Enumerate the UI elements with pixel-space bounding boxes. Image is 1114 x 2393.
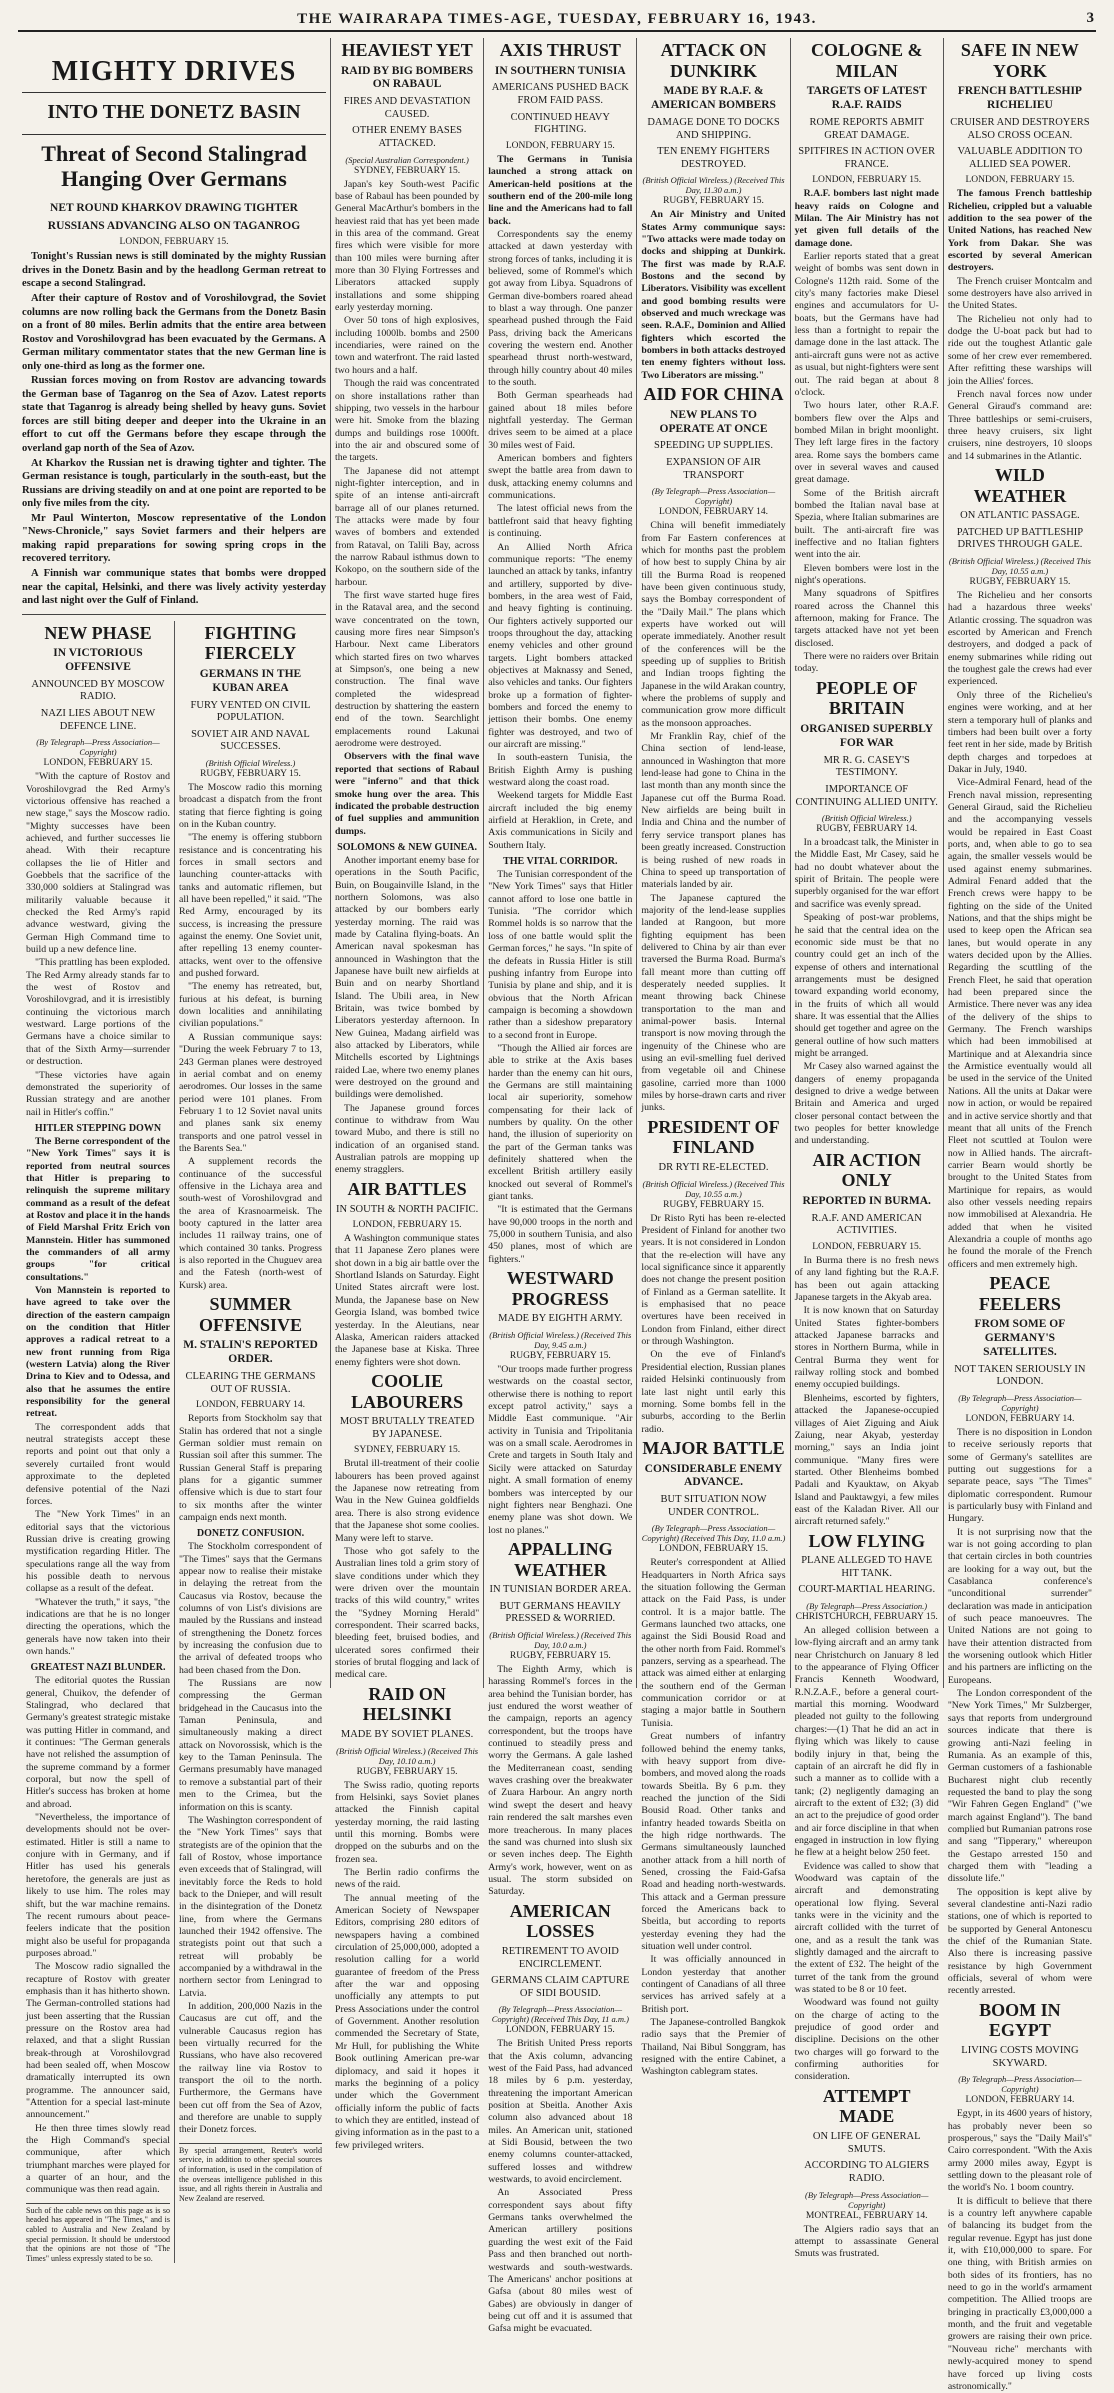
paragraph: The Japanese did not attempt night-fighter interception, and in spite of an intense anti-aircraft barrage all of our planes returned. The attacks were made by four waves of bombers and extended from Rataval, on Talili Bay, across the narrow Rabaul isthmus down to Kokopo, on the southern side of the harbour.: [335, 465, 480, 588]
paragraph: The latest official news from the battlefront said that heavy fighting is continuing.: [488, 503, 633, 540]
new-phase-deck3: NAZI LIES ABOUT NEW DEFENCE LINE.: [40, 708, 156, 732]
paragraph: Von Mannstein is reported to have agreed to take over the direction of the eastern campaign on the condition that Hitler approves a radical retreat to a new front running from Riga (western Latvia) along the River Drina to Kiev and to Odessa, and also that he assumes the entire responsibility for the general retreat.: [26, 1285, 170, 1420]
paragraph: Those who got safely to the Australian lines told a grim story of slave conditions under which they were driven over the mountain tracks of this wild country," writes the "Sydney Morning Herald" correspondent. Their scarred backs, bleeding feet, bruised bodies, and ulcerated sores confirmed their stories of brutal flogging and lack of medical care.: [335, 1545, 480, 1681]
column-cologne-milan: [790, 38, 943, 2260]
paragraph: It is difficult to believe that there is a country left anywhere capable of balancing its budget from the regular revenue. Egypt has just done it, with £10,000,000 to spare. For one thing, with British armies on both sides of its frontiers, has no need to go in the world's armament competition. The Allied troops are bringing in practically £3,000,000 a month, and the fruit and vegetable growers are raising their own price. "Nouveau riche" merchants with newly-acquired money to spend have forced up living costs astronomically.": [947, 2195, 1093, 2392]
peace-deck1: FROM SOME OF GERMANY'S SATELLITES.: [974, 1318, 1066, 1358]
paragraph: "The enemy has retreated, but, furious at his defeat, is burning down localities and annihilating civilian populations.": [178, 981, 322, 1030]
paragraph: The Germans in Tunisia launched a strong attack on American-held positions at the southern end of the 200-mile long line and the Americans had to fall back.: [488, 153, 633, 227]
column-axis-thrust: [483, 38, 636, 2335]
paragraph: Mr Paul Winterton, Moscow representative of the London "News-Chronicle," says Soviet farmers and their helpers are making rapid preparations for sowing spring crops in the recovered territory.: [22, 512, 326, 565]
westward-dateline: RUGBY, FEBRUARY 15.: [509, 1351, 611, 1362]
safe-deck2: CRUISER AND DESTROYERS ALSO CROSS OCEAN.: [950, 116, 1090, 141]
peace-dateline: LONDON, FEBRUARY 14.: [965, 1413, 1075, 1424]
fighting-headline: FIGHTING FIERCELY: [204, 622, 297, 664]
china-deck1: NEW PLANS TO OPERATE AT ONCE: [659, 408, 768, 435]
paragraph: The Japanese-controlled Bangkok radio says that the Premier of Thailand, Nai Bibul Songgram, has resigned with the entire Cabinet, a Washington cablegram states.: [641, 2017, 786, 2078]
paragraph: Speaking of post-war problems, he said that the central idea on the economic side must be that no country could get an inch of the expense of others and international arrangements must be designed toward expanding world economy, in the fruits of which all would share. It was essential that the Allies should get together and agree on the general outline of how such matters might be arranged.: [794, 912, 939, 1059]
dunkirk-deck2: DAMAGE DONE TO DOCKS AND SHIPPING.: [647, 116, 780, 141]
heaviest-source: (Special Australian Correspondent.): [345, 154, 469, 165]
air-action-body: [795, 1255, 939, 1529]
losses-deck1: RETIREMENT TO AVOID ENCIRCLEMENT.: [501, 1945, 619, 1970]
column-new-phase: [22, 621, 174, 2264]
losses-deck2: GERMANS CLAIM CAPTURE OF SIDI BOUSID.: [491, 1975, 630, 1999]
paragraph: The Richelieu and her consorts had a hazardous three weeks' Atlantic crossing. The squadron was escorted by American and French destroyers, and dodged a pack of enemy submarines while riding out the toughest gale the crews had ever experienced.: [947, 590, 1093, 688]
paragraph: Evidence was called to show that Woodward was captain of the aircraft and demonstrating operational low flying. Several tanks were in the vicinity and the aircraft collided with the turret of one, and as a result the tank was slightly damaged and the aircraft to the extent of £32. The height of the turret of the tank from the ground was stated to be 8 or 10 feet.: [794, 1860, 939, 1996]
low-flying-source: (By Telegraph—Press Association.): [806, 1601, 928, 1612]
solomons-sub: SOLOMONS & NEW GUINEA.: [337, 841, 478, 853]
westward-deck: MADE BY EIGHTH ARMY.: [498, 1313, 623, 1325]
new-phase-source: (By Telegraph—Press Association—Copyright): [36, 737, 160, 758]
boom-body: [948, 2108, 1092, 2393]
axis-deck3: CONTINUED HEAVY FIGHTING.: [510, 111, 610, 136]
vital-corridor-sub: THE VITAL CORRIDOR.: [503, 856, 618, 868]
paragraph: Observers with the final wave reported that sections of Rabaul were "inferno" and that thick smoke hung over the area. This indicated the probable destruction of fuel supplies and ammunition dumps.: [335, 751, 480, 837]
wild-source: (British Official Wireless.) (Received This Day, 10.55 a.m.): [948, 556, 1091, 577]
paragraph: An alleged collision between a low-flying aircraft and an army tank near Christchurch on January 8 led to the appearance of Flying Officer Francis Kenneth Woodward, R.N.Z.A.F., before a general court-martial this morning. Woodward pleaded not guilty to the following charges:—(1) That he did an act in flying which was likely to cause bodily injury in that, being the captain of an aircraft he did fly in such a manner as to collide with a tank; (2) negligently damaging an aircraft to the extent of £32; (3) did an act to the prejudice of good order and air force discipline in that when engaged in instruction in low flying he flew at a height below 250 feet.: [794, 1625, 939, 1859]
cologne-deck2: ROME REPORTS ABMIT GREAT DAMAGE.: [809, 116, 924, 141]
fighting-deck3: SOVIET AIR AND NAVAL SUCCESSES.: [191, 728, 310, 753]
paragraph: Vice-Admiral Fenard, head of the French naval mission, representing General Giraud, said the Richelieu and the accompanying vessels would be repaired in East Coast ports, and, when able to go to sea again, the smaller vessels would be used against enemy submarines. Admiral Fenard added that the French crews were happy to be fighting on the side of the United Nations, and that the ships might be used to keep open the African sea lanes, but would operate in any waters decided upon by the Allies. Regarding the scuttling of the French Fleet, he said that operation had been prepared since the Armistice. There never was any idea of the delivery of the ships to Germany. The French warships which had been immobilised at Martinique and at Alexandria since the Armistice eventually would all be used in the service of the United Nations. All the units at Dakar were now in action, or would be repaired and in active service shortly and that meant that all units of the French Fleet not scuttled at Toulon were now in Allied hands. The aircraft-carrier Bearn would shortly be brought to the United States from Martinique for repairs, as would also other vessels needing repairs now immobilised at Alexandria. He added that when he visited Alexandria a couple of months ago he found the morale of the French officers and men extremely high.: [947, 777, 1093, 1270]
paragraph: Another important enemy base for operations in the South Pacific, Buin, on Bougainville Island, in the northern Solomons, was also attacked by our bombers early yesterday morning. The raid was made by Catalina flying-boats. An American naval spokesman has announced in Washington that the Japanese have built new airfields at Buin and on nearby Shortland Island. The Ubili area, in New Britain, was twice bombed by Liberators yesterday afternoon. In New Guinea, Madang airfield was also attacked by Liberators, while Mitchells escorted by Lightnings raided Lae, where two enemy planes were destroyed on the ground and buildings were demolished.: [335, 854, 480, 1101]
finland-deck: DR RYTI RE-ELECTED.: [658, 1162, 769, 1174]
paragraph: "Our troops made further progress westwards on the coastal sector, otherwise there is nothing to report except patrol activity," says a Middle East communique. "Air activity in Tunisia and Tripolitania was on a small scale. Aerodromes in Crete and targets in South Italy and Sicily were attacked on Saturday night. A small formation of enemy bombers was intercepted by our night fighters near Benghazi. One enemy plane was shot down. We lost no planes.": [488, 1364, 633, 1536]
low-flying-dateline: CHRISTCHURCH, FEBRUARY 15.: [795, 1612, 938, 1623]
paragraph: The editorial quotes the Russian general, Chuikov, the defender of Stalingrad, who declared that Germany's greatest strategic mistake was putting Hitler in command, and it continues: "The German generals have not relished the assumption of the supreme command by a former corporal, but now the spell of Hitler's success has broken at home and abroad.: [26, 1675, 170, 1810]
lead-area: [18, 38, 330, 2263]
paragraph: "The enemy is offering stubborn resistance and is concentrating his forces in small sectors and launching counter-attacks with tanks and automatic riflemen, but all have been repelled," it said. "The Red Army, encouraged by its success, is increasing the pressure against the enemy. One Soviet unit, after repelling 13 enemy counter-attacks, went over to the offensive and pushed forward.: [178, 832, 322, 980]
paragraph: "With the capture of Rostov and Voroshilovgrad the Red Army's victorious offensive has reached a new stage," says the Moscow radio. "Mighty successes have been achieved, and further successes lie ahead. With their recapture collapses the lie of Hitler and Goebbels that the sacrifice of the 330,000 soldiers at Stalingrad was militarily valuable because it checked the Red Army's rapid advance westward, giving the German High Command time to build up a new defence line.: [26, 771, 170, 956]
paragraph: In south-eastern Tunisia, the British Eighth Army is pushing westward along the coast road.: [488, 752, 633, 789]
paragraph: It is not surprising now that the war is not going according to plan that certain circles in both countries are looking for a way out, but the Casablanca conference's "unconditional surrender" declaration was made in anticipation of such peace manoeuvres. The United Nations are not going to have their attention distracted from the worsening outlook which Hitler and his partners are inflicting on the Europeans.: [947, 1526, 1093, 1686]
wild-deck1: ON ATLANTIC PASSAGE.: [960, 510, 1080, 522]
china-dateline: LONDON, FEBRUARY 14.: [659, 507, 768, 518]
reuter-note: By special arrangement, Reuter's world service, in addition to other special sources of information, is used in the compilation of the overseas intelligence published in this issue, and all rights therein in Australia and New Zealand are reserved.: [179, 2143, 322, 2204]
weather-headline: APPALLING WEATHER: [507, 1538, 613, 1580]
major-battle-dateline: LONDON, FEBRUARY 15.: [659, 1544, 768, 1555]
paragraph: The famous French battleship Richelieu, crippled but a valuable addition to the sea power of the United Nations, has reached New York from Dakar. She was escorted by several American destroyers.: [947, 188, 1093, 274]
paragraph: The opposition is kept alive by several clandestine anti-Nazi radio stations, one of which is reported to be supported by General Antonescu the chief of the Rumanian State. Also there is increasing passive resistance by high Government officials, several of whom were recently arrested.: [947, 1886, 1093, 1997]
people-britain-headline: PEOPLE OF BRITAIN: [815, 677, 918, 719]
coolie-dateline: SYDNEY, FEBRUARY 15.: [354, 1445, 461, 1456]
heaviest-headline: HEAVIEST YET: [341, 40, 473, 60]
paragraph: The Japanese ground forces continue to withdraw from Wau toward Mubo, and there is still no indication of an organised stand. Australian patrols are mopping up enemy stragglers.: [335, 1102, 480, 1176]
dunkirk-headline: ATTACK ON DUNKIRK: [660, 40, 767, 81]
new-phase-deck2: ANNOUNCED BY MOSCOW RADIO.: [31, 678, 165, 703]
fighting-body: [179, 782, 322, 1292]
lead-headline: MIGHTY DRIVES: [22, 56, 326, 93]
paragraph: Tonight's Russian news is still dominated by the mighty Russian drives in the Donetz Basin and by the headlong German retreat to escape a second Stalingrad.: [22, 251, 326, 290]
low-flying-deck1: PLANE ALLEGED TO HAVE HIT TANK.: [801, 1555, 933, 1579]
heaviest-dateline: SYDNEY, FEBRUARY 15.: [354, 165, 461, 176]
coolie-body: [335, 1458, 479, 1681]
divider: [22, 614, 326, 615]
paragraph: Only three of the Richelieu's engines were working, and at her stern a temporary hull of planks and timbers had been built over a forty feet rent in her side, made by British depth charges and torpedoes at Dakar in July, 1940.: [947, 689, 1093, 775]
paragraph: An Air Ministry and United States Army communique says: "Two attacks were made today on docks and shipping at Dunkirk. The first was made by R.A.F. Bostons and the second by Liberators. Visibility was excellent and good bombing results were observed and much wreckage was seen. R.A.F., Dominion and Allied fighters which escorted the bombers in both attacks destroyed ten enemy fighters without loss. Two Liberators are missing.": [641, 209, 786, 381]
paragraph: "Though the Allied air forces are able to strike at the Axis bases harder than the enemy can hit ours, the Germans are still maintaining local air superiority, somehow compensating for their lack of numbers by quality. On the other hand, the illusion of superiority on the part of the German tanks was definitely shattered when the excellent British artillery easily knocked out several of Rommel's giant tanks.: [488, 1042, 633, 1203]
paragraph: The Algiers radio says that an attempt to assassinate General Smuts was frustrated.: [794, 2223, 939, 2260]
lead-subcolumns: [22, 621, 326, 2264]
masthead: [18, 10, 1096, 32]
paragraph: The Berlin radio confirms the news of the raid.: [335, 1867, 480, 1891]
attempt-body: [795, 2224, 939, 2261]
axis-deck2: AMERICANS PUSHED BACK FROM FAID PASS.: [491, 82, 629, 107]
paragraph: The first wave started huge fires in the Rataval area, and the second wave concentrated on the town, causing more fires near Simpson's Harbour. Next came Liberators which started fires on two wharves at Simpson's, one being a new construction. The final wave completed the widespread destruction by shattering the eastern end of the town. Searchlight emplacements round Lakunai aerodrome were destroyed.: [335, 590, 480, 750]
finland-dateline: RUGBY, FEBRUARY 15.: [663, 1199, 764, 1210]
peace-feelers-headline: PEACE FEELERS: [978, 1272, 1061, 1314]
paragraph: Weekend targets for Middle East aircraft included the big enemy airfield at Heraklion, in Crete, and Axis communications in Sicily and Southern Italy.: [488, 790, 633, 851]
new-phase-sub1: HITLER STEPPING DOWN: [34, 1122, 162, 1134]
weather-deck2: BUT GERMANS HEAVILY PRESSED & WORRIED.: [499, 1600, 622, 1625]
westward-body: [488, 1364, 632, 1537]
paragraph: The French cruiser Montcalm and some destroyers have also arrived in the United States.: [947, 275, 1093, 312]
paragraph: The Stockholm correspondent of "The Times" says that the Germans appear now to realise their mistake in delaying the retreat from the Caucasus via Rostov, because the columns of von List's divisions are mauled by the Russians and instead of strengthening the Donetz forces by increasing the confusion due to the arrival of defeated troops who had been chased from the Don.: [178, 1541, 322, 1676]
paragraph: Many squadrons of Spitfires roared across the Channel this afternoon, making for France. The targets attacked have not yet been disclosed.: [794, 588, 939, 649]
boom-source: (By Telegraph—Press Association—Copyright): [958, 2074, 1082, 2095]
safe-dateline: LONDON, FEBRUARY 15.: [965, 175, 1075, 186]
page-number: 3: [1086, 10, 1094, 26]
low-flying-headline: LOW FLYING: [808, 1530, 925, 1551]
paragraph: Though the raid was concentrated on shore installations rather than shipping, two vessels in the harbour were hit. Smoke from the blazing dumps and buildings rose 1000ft. into the air and obscured some of the targets.: [335, 378, 480, 464]
people-deck1: ORGANISED SUPERBLY FOR WAR: [800, 723, 934, 749]
air-battles-dateline: LONDON, FEBRUARY 15.: [352, 1220, 462, 1231]
wild-deck2: PATCHED UP BATTLESHIP DRIVES THROUGH GALE.: [956, 526, 1084, 551]
air-battles-body: [335, 1233, 479, 1369]
paragraph: "Nevertheless, the importance of developments should not be over-estimated. Hitler is still a name to conjure with in Germany, and if Hitler has used his generals heretofore, the generals are just as likely to use him. The roles may shift, but the war machine remains. The recent rumours about peace-feelers indicate that the position might also be useful for propaganda purposes abroad.": [26, 1812, 170, 1959]
paragraph: Correspondents say the enemy attacked at dawn yesterday with strong forces of tanks, including it is believed, some of Rommel's which got away from Libya. Squadrons of German dive-bombers roared ahead to blast a way through. One panzer spearhead pushed through the Faid Pass, driving back the Americans covering the western end. Another spearhead thrust north-westward, through hilly country about 40 miles to the south.: [488, 228, 633, 389]
paragraph: "It is estimated that the Germans have 90,000 troops in the north and 75,000 in southern Tunisia, and also 450 planes, most of which are fighters.": [488, 1204, 633, 1265]
lead-body: [22, 250, 326, 607]
paragraph: Reports from Stockholm say that Stalin has ordered that not a single German soldier must remain on Russian soil after this summer. The Russian General Staff is preparing plans for a gigantic summer offensive which is due to start four to six months after the winter campaign ends next month.: [178, 1413, 322, 1523]
people-deck2: MR R. G. CASEY'S TESTIMONY.: [823, 754, 910, 779]
heaviest-body: [335, 179, 479, 1177]
paragraph: French naval forces now under General Giraud's command are: Three battleships or semi-cruisers, three heavy cruisers, six light cruisers, nine destroyers, 10 sloops and 14 submarines in the Atlantic.: [947, 388, 1093, 462]
paragraph: Russian forces moving on from Rostov are advancing towards the German base of Taganrog on the Sea of Azov. Latest reports state that Taganrog is already being shelled by heavy guns. Soviet forces are still biting deeper and deeper into the Ukraine in an effort to cut off the Germans before they escape through the overland gap north of the Sea of Azov.: [22, 375, 326, 455]
losses-headline: AMERICAN LOSSES: [509, 1900, 611, 1942]
new-phase-dateline: LONDON, FEBRUARY 15.: [43, 758, 153, 769]
fighting-deck2: FURY VENTED ON CIVIL POPULATION.: [190, 699, 311, 724]
safe-headline: SAFE IN NEW YORK: [960, 40, 1079, 81]
paragraph: Earlier reports stated that a great weight of bombs was sent down in Cologne's 112th raid. Some of the city's many factories make Diesel engines and accumulators for U-boats, but the Germans have had less than a fortnight to repair the damage done in the last attack. The anti-aircraft guns were not as active as usual, but night-fighters were sent out. The raid began at about 8 o'clock.: [794, 251, 939, 398]
peace-body: [948, 1427, 1092, 1998]
paragraph: The British United Press reports that the Axis column, advancing west of the Faid Pass, had advanced 18 miles by 6 p.m. yesterday, threatening the important American position at Sbeitla. Another Axis column also advanced about 18 miles. An American unit, stationed at Sidi Bousid, between the two enemy columns counter-attacked, suffered losses and withdrew westwards, to avoid encirclement.: [488, 2038, 633, 2186]
paragraph: Mr Franklin Ray, chief of the China section of lend-lease, announced in Washington that more lend-lease had gone to China in the last month than any month since the Japanese cut off the Burma Road. New airfields are being built in India and China and the number of ferry service transport planes has been greatly increased. Construction is being rushed of new roads in China to speed up transportation of materials landed by air.: [641, 731, 786, 891]
attempt-made-headline: ATTEMPT MADE: [822, 2085, 911, 2127]
paragraph: It is now known that on Saturday United States fighter-bombers attacked Japanese barracks and stores in Northern Burma, while in Central Burma they went for railway rolling stock and bombed enemy occupied buildings.: [794, 1305, 939, 1391]
attempt-source: (By Telegraph—Press Association—Copyright): [805, 2189, 929, 2210]
wild-weather-headline: WILD WEATHER: [973, 464, 1067, 506]
summer-body: [179, 1413, 322, 2137]
summer-deck2: CLEARING THE GERMANS OUT OF RUSSIA.: [185, 1371, 316, 1395]
column-fighting-fiercely: [174, 621, 326, 2264]
columns: [18, 38, 1096, 2392]
paragraph: The London correspondent of the "New York Times," Mr Sulzberger, says that reports from underground sources indicate that there is growing anti-Nazi feeling in Rumania. As an example of this, German customers of a fashionable Bucharest night club recently requested the band to play the song "Wir Fahren Gegen England" ("we march against England"). The band complied but Rumanian patrons rose and sang "Tipperary," whereupon the Gestapo arrested 150 and charged them with "leading a dissolute life.": [947, 1688, 1093, 1885]
air-action-dateline: LONDON, FEBRUARY 15.: [812, 1242, 922, 1253]
coolie-headline: COOLIE LABOURERS: [351, 1370, 464, 1412]
paragraph: He then three times slowly read the High Command's special communique, after which triumphant marches were played for a quarter of an hour, and the communique was then read again.: [26, 2122, 170, 2196]
attempt-deck1: ON LIFE OF GENERAL SMUTS.: [812, 2131, 921, 2155]
summer-dateline: LONDON, FEBRUARY 14.: [196, 1400, 305, 1411]
paragraph: A supplement records the continuance of the successful offensive in the Lichaya area and south-west of Voroshilovgrad and the area of Krasnoarmeisk. The booty captured in the latter area includes 11 railway trains, one of which contained 30 tanks. Progress is also reported in the Chuguev area and the Fatesh (north-west of Kursk) area.: [178, 1156, 322, 1291]
new-phase-body: [26, 771, 170, 2197]
cologne-deck1: TARGETS OF LATEST R.A.F. RAIDS: [806, 85, 927, 112]
dunkirk-source: (British Official Wireless.) (Received This Day, 11.30 a.m.): [642, 175, 785, 196]
heaviest-deck2: FIRES AND DEVASTATION CAUSED.: [343, 96, 471, 120]
wild-body: [948, 590, 1092, 1271]
safe-deck1: FRENCH BATTLESHIP RICHELIEU: [957, 85, 1082, 112]
fighting-dateline: RUGBY, FEBRUARY 15.: [200, 768, 301, 779]
people-deck3: IMPORTANCE OF CONTINUING ALLIED UNITY.: [795, 783, 938, 808]
boom-egypt-headline: BOOM IN EGYPT: [979, 1999, 1061, 2041]
paragraph: At Kharkov the Russian net is drawing tighter and tighter. The German resistance is tough, particularly in the south-east, but the Russians are driving steadily on and at one point are reported to be only five miles from the city.: [22, 457, 326, 510]
people-dateline: RUGBY, FEBRUARY 14.: [816, 824, 918, 835]
helsinki-dateline: RUGBY, FEBRUARY 15.: [356, 1766, 458, 1777]
helsinki-headline: RAID ON HELSINKI: [362, 1683, 452, 1725]
air-battles-deck: IN SOUTH & NORTH PACIFIC.: [335, 1203, 479, 1215]
paragraph: Two hours later, other R.A.F. bombers flew over the Alps and bombed Milan in bright moonlight. They left large fires in the factory area. Rome says the bombers came over in several waves and caused great damage.: [794, 400, 939, 486]
paragraph: The Washington correspondent of the "New York Times" says that strategists are of the opinion that the fall of Rostov, whose importance even exceeds that of Stalingrad, will inevitably force the Reds to hold back to the Dnieper, and will result in the disintegration of the Donetz line, from where the Germans launched their 1942 offensive. The strategists point out that such a retreat will probably be accompanied by a withdrawal in the northern sector from Leningrad to Latvia.: [178, 1814, 322, 1999]
china-source: (By Telegraph—Press Association—Copyright): [651, 486, 776, 507]
paragraph: "This prattling has been exploded. The Red Army already stands far to the west of Rostov and Voroshilovgrad, and it is irresistibly continuing the victorious march westward. Large portions of the Germans have a choice similar to that of the Sixth Army—surrender or destruction.: [26, 957, 170, 1068]
weather-source: (British Official Wireless.) (Received This Day, 10.0 a.m.): [489, 1630, 632, 1651]
axis-dateline: LONDON, FEBRUARY 15.: [505, 140, 615, 151]
china-deck3: EXPANSION OF AIR TRANSPORT: [666, 457, 761, 481]
lead-deck4: RUSSIANS ADVANCING ALSO ON TAGANROG: [47, 219, 301, 232]
boom-dateline: LONDON, FEBRUARY 14.: [965, 2095, 1075, 2106]
losses-source: (By Telegraph—Press Association—Copyright) (Received This Day, 11 a.m.): [491, 2004, 629, 2025]
paragraph: There were no raiders over Britain today.: [794, 651, 939, 675]
paragraph: An Allied North Africa communique reports: "The enemy launched an attack by tanks, infantry and artillery, supported by dive-bombers, in the area west of Faid, and heavy fighting is continuing. Our fighters actively supported our troops throughout the day, attacking enemy vehicles and other ground targets. Light bombers attacked objectives at Maknassy and Sened, also vehicles and tanks. Our fighters broke up a formation of fighter-bombers and forced the enemy to jettison their bombs. One enemy fighter was destroyed, and two of our aircraft are missing.": [488, 541, 633, 751]
axis-body: [488, 154, 632, 1266]
people-body: [795, 837, 939, 1148]
safe-body: [948, 188, 1092, 463]
heaviest-deck3: OTHER ENEMY BASES ATTACKED.: [352, 125, 463, 150]
fighting-source: (British Official Wireless.): [205, 757, 296, 768]
new-phase-headline: NEW PHASE: [44, 622, 152, 643]
fighting-deck1: GERMANS IN THE KUBAN AREA: [199, 667, 302, 694]
paragraph: There is no disposition in London to receive seriously reports that some of Germany's satellites are putting out suggestions for a separate peace, says "The Times" diplomatic correspondent. Rumour is particularly busy with Finland and Hungary.: [947, 1426, 1093, 1525]
dunkirk-deck1: MADE BY R.A.F. & AMERICAN BOMBERS: [651, 85, 776, 112]
westward-headline: WESTWARD PROGRESS: [506, 1268, 614, 1309]
air-action-deck2: R.A.F. AND AMERICAN ACTIVITIES.: [811, 1212, 922, 1237]
column-safe-new-york: [943, 38, 1096, 2392]
paragraph: It was officially announced in London yesterday that another contingent of Canadians of all three services has arrived safely at a British port.: [641, 1954, 786, 2015]
peace-deck2: NOT TAKEN SERIOUSLY IN LONDON.: [954, 1363, 1086, 1388]
new-phase-sub2: GREATEST NAZI BLUNDER.: [30, 1662, 166, 1674]
dunkirk-deck3: TEN ENEMY FIGHTERS DESTROYED.: [657, 146, 770, 170]
paragraph: The Moscow radio this morning broadcast a dispatch from the front stating that fierce fighting is going on in the Kuban country.: [178, 781, 322, 830]
paragraph: A Finnish war communique states that bombs were dropped near the capital, Helsinki, and there was lively activity yesterday and last night over the Gulf of Finland.: [22, 567, 326, 607]
boom-deck: LIVING COSTS MOVING SKYWARD.: [961, 2045, 1079, 2069]
paragraph: Eleven bombers were lost in the night's operations.: [794, 562, 939, 586]
losses-dateline: LONDON, FEBRUARY 15.: [505, 2025, 615, 2036]
paragraph: The Berne correspondent of the "New York Times" says it is reported from neutral sources that Hitler is preparing to relinquish the supreme military command as a result of the defeat at Rostov and place it in the hands of Field Marshal Fritz Erich von Mannstein. Hitler has summoned the commanders of all army groups "for critical consultations.": [26, 1135, 170, 1283]
lead-article: [22, 56, 326, 608]
paragraph: The correspondent adds that neutral strategists accept these reports and point out that only a severely curtailed front would approximate to the depleted defensive potential of the Nazi forces.: [26, 1421, 170, 1507]
major-battle-body: [641, 1557, 785, 2078]
paragraph: In addition, 200,000 Nazis in the Caucasus are cut off, and the vulnerable Caucasus region has been virtually recurred for the Russians, who have also recovered the railway line via Rostov to transport the oil to the north. Furthermore, the Germans have been cut off from the Sea of Azov, and therefore are unable to supply their Donetz forces.: [178, 2001, 322, 2136]
paragraph: Dr Risto Ryti has been re-elected President of Finland for another two years. It is not considered in London that the re-election will have any local significance since it apparently does not change the present position of Finland as a German satellite. It is emphasised that no peace overtures have been received in London from Finland, either direct or through Washington.: [641, 1212, 786, 1348]
paragraph: Egypt, in its 4600 years of history, has probably never been so prosperous," says the "Daily Mail's" Cairo correspondent. "With the Axis army 2000 miles away, Egypt is settling down to the pleasant role of the world's No. 1 boom country.: [947, 2108, 1093, 2194]
paragraph: The Japanese captured the majority of the lend-lease supplies landed at Rangoon, but more fighting equipment has been delivered to China by air than ever traversed the Burma Road. Burma's fall meant more than cutting off desperately needed supplies. It meant throwing back Chinese transportation to the man and animal-power basis. Internal transport is now moving through the ingenuity of the Chinese who are using an evil-smelling fuel derived from vegetable oil and Chinese gasoline, carried more than 1000 miles by horse-drawn carts and river junks.: [641, 892, 786, 1114]
paragraph: The Eighth Army, which is harassing Rommel's forces in the area behind the Tunisian border, has just endured the worst weather of the campaign, reports an agency correspondent, but the troops have continued to steadily press and worry the Germans. A gale lashed the Mediterranean coast, sending waves crashing over the breakwater of Zuara Harbour. An angry north wind swept the desert and heavy rain rendered the salt marshes even more treacherous. In many places the sand was churned into slush six or seven inches deep. The Eighth Army's work, however, went on as usual. The storm subsided on Saturday.: [488, 1664, 633, 1898]
paragraph: Some of the British aircraft bombed the Italian naval base at Spezia, where Italian submarines are built. The anti-aircraft fire was ineffective and no Italian fighters went into the air.: [794, 487, 939, 561]
cologne-body: [795, 188, 939, 675]
losses-body: [488, 2038, 632, 2335]
heaviest-deck1: RAID BY BIG BOMBERS ON RABAUL: [341, 64, 474, 91]
low-flying-body: [795, 1625, 939, 2084]
axis-deck1: IN SOUTHERN TUNISIA: [494, 64, 626, 77]
paragraph: A Washington communique states that 11 Japanese Zero planes were shot down in a big air battle over the Shortland Islands on Saturday. Eight United States aircraft were lost. Munda, the Japanese base on New Georgia Island, was bombed twice yesterday. In the Aleutians, near Alaska, American raiders attacked the Japanese base at Kiska. Three enemy fighters were shot down.: [335, 1233, 480, 1368]
peace-source: (By Telegraph—Press Association—Copyright): [958, 1392, 1082, 1413]
lead-deck2: Threat of Second Stalingrad Hanging Over Germans: [22, 134, 326, 192]
summer-offensive-headline: SUMMER OFFENSIVE: [198, 1294, 302, 1335]
helsinki-source: (British Official Wireless.) (Received This Day, 10.10 a.m.): [336, 1745, 479, 1766]
paragraph: Mr Casey also warned against the dangers of enemy propaganda designed to drive a wedge between Britain and America and urged closer personal contact between the two peoples for better knowledge and understanding.: [794, 1061, 939, 1147]
westward-source: (British Official Wireless.) (Received This Day, 9.45 a.m.): [489, 1330, 632, 1351]
paragraph: Over 50 tons of high explosives, including 1000lb. bombs and 2500 incendiaries, were rained on the town and waterfront. The raid lasted two hours and a half.: [335, 315, 480, 376]
lead-dateline: LONDON, FEBRUARY 15.: [119, 237, 229, 248]
weather-dateline: RUGBY, FEBRUARY 15.: [509, 1651, 611, 1662]
column-heaviest-yet: [330, 38, 483, 2151]
paragraph: Woodward was found not guilty on the charge of acting to the prejudice of good order and discipline. Decisions on the other two charges will go forward to the confirming authorities for consideration.: [794, 1997, 939, 2083]
low-flying-deck2: COURT-MARTIAL HEARING.: [798, 1584, 936, 1596]
paragraph: R.A.F. bombers last night made heavy raids on Cologne and Milan. The Air Ministry has not yet given full details of the damage done.: [794, 188, 939, 249]
lead-deck1: INTO THE DONETZ BASIN: [47, 101, 301, 124]
lead-deck3: NET ROUND KHARKOV DRAWING TIGHTER: [50, 201, 298, 214]
axis-headline: AXIS THRUST: [499, 40, 621, 60]
attempt-deck2: ACCORDING TO ALGIERS RADIO.: [804, 2160, 930, 2184]
paragraph: A Russian communique says: "During the week February 7 to 13, 243 German planes were destroyed in aerial combat and on enemy aerodromes. Our losses in the same period were 101 planes. From February 1 to 12 Soviet naval units and planes sank six enemy transports and one patrol vessel in the Barents Sea.": [178, 1031, 322, 1154]
times-copyright-note: Such of the cable news on this page as is so headed has appeared in "The Times," and is cabled to Australia and New Zealand by special permission. It should be understood that the opinions are not those of "The Times" unless expressly stated to be so.: [26, 2203, 170, 2264]
finland-headline: PRESIDENT OF FINLAND: [647, 1116, 780, 1158]
china-deck2: SPEEDING UP SUPPLIES.: [654, 440, 773, 452]
major-battle-headline: MAJOR BATTLE: [642, 1437, 785, 1458]
helsinki-body: [335, 1780, 479, 2152]
paragraph: The Swiss radio, quoting reports from Helsinki, says Soviet planes attacked the Finnish capital yesterday morning, the raid lasting until this morning. Bombs were dropped on the suburbs and on the frozen sea.: [335, 1779, 480, 1865]
summer-deck1: M. STALIN'S REPORTED ORDER.: [183, 1339, 318, 1366]
finland-body: [641, 1213, 785, 1436]
paragraph: Both German spearheads had gained about 18 miles before nightfall yesterday. The German drives seem to be aimed at a place 30 miles west of Faid.: [488, 390, 633, 451]
paragraph: The Russians are now compressing the German bridgehead in the Caucasus into the Taman Peninsula, and simultaneously making a direct attack on Novorossisk, which is the key to the Taman Peninsula. The Germans presumably have managed to remove a substantial part of their men to the Crimea, but the information on this is scanty.: [178, 1678, 322, 1813]
paragraph: "These victories have again demonstrated the superiority of Russian strategy and are another nail in Hitler's coffin.": [26, 1069, 170, 1118]
weather-deck1: IN TUNISIAN BORDER AREA.: [489, 1584, 632, 1596]
weather-body: [488, 1664, 632, 1899]
paragraph: Reuter's correspondent at Allied Headquarters in North Africa says the situation following the German attack on the Faid Pass, is under control. It is a major battle. The Germans launched two attacks, one against the Sidi Bousid Road and the other north from Faid. Rommel's panzers, serving as a spearhead. The attack was aimed either at enlarging the southern end of the German communication corridor or at staging a major battle in Southern Tunisia.: [641, 1557, 786, 1729]
paragraph: In Burma there is no fresh news of any land fighting but the R.A.F. has been out again attacking Japanese targets in the Akyab area.: [794, 1255, 939, 1304]
air-action-deck1: REPORTED IN BURMA.: [802, 1195, 931, 1208]
coolie-deck: MOST BRUTALLY TREATED BY JAPANESE.: [339, 1416, 475, 1440]
major-battle-deck1: CONSIDERABLE ENEMY ADVANCE.: [644, 1462, 783, 1489]
paragraph: American bombers and fighters swept the battle area from dawn to dusk, attacking enemy columns and communications.: [488, 453, 633, 502]
paragraph: The Tunisian correspondent of the "New York Times" says that Hitler cannot afford to lose one battle in Tunisia. "The corridor which Rommel holds is so narrow that the loss of one battle would split the German forces," he says. "In spite of the defeats in Russia Hitler is still pushing infantry from Europe into Tunisia by plane and ship, and it is obvious that the North African campaign is becoming a showdown rather than a sideshow preparatory to a second front in Europe.: [488, 869, 633, 1041]
paragraph: The annual meeting of the American Society of Newspaper Editors, comprising 280 editors of newspapers having a combined circulation of 25,000,000, adopted a resolution calling for a world guarantee of freedom of the Press after the war and opposing unofficially any attempts to put Press Associations under the control of Government. Another resolution commended the Secretary of State, Mr Hull, for publishing the White Book outlining American pre-war diplomacy, and said it hopes it marks the beginning of a policy under which the Government officially inform the public of facts to which they are entitled, instead of giving information as in the past to a few privileged writers.: [335, 1892, 480, 2151]
paragraph: The "New York Times" in an editorial says that the victorious Russian drive is creating growing mystification regarding Hitler. The speculations range all the way from his possible death to nervous collapse as a result of the defeat.: [26, 1509, 170, 1595]
cologne-dateline: LONDON, FEBRUARY 15.: [812, 175, 922, 186]
paragraph: Great numbers of infantry followed behind the enemy tanks, with heavy support from dive-bombers, and moved along the roads towards Sbeitla. By 6 p.m. they reached the junction of the Sidi Bousid Road. Other tanks and infantry headed towards Sbeitla on the high ridge northwards. The Germans simultaneously launched another attack from a hill north of Sened, crossing the Faid-Gafsa Road and heading north-westwards. This attack and a German pressure forced the Americans back to Sbeitla, but according to reports yesterday evening they had the situation well under control.: [641, 1731, 786, 1952]
paragraph: In a broadcast talk, the Minister in the Middle East, Mr Casey, said he had no doubt whatever about the spirit of Britain. The people were superbly organised for the war effort and sacrifice was evenly spread.: [794, 837, 939, 910]
paragraph: Brutal ill-treatment of their coolie labourers has been proved against the Japanese now retreating from Wau in the New Guinea goldfields area. There is also strong evidence that the Japanese shot some coolies. Many were left to starve.: [335, 1458, 480, 1544]
new-phase-deck1: IN VICTORIOUS OFFENSIVE: [53, 647, 143, 674]
paragraph: Blenheims, escorted by fighters, attacked the Japanese-occupied villages of Aiet Ziguing and Aiuk Zaiung, near Akyab, yesterday morning," says an India joint communique. "Many fires were started. Other Blenheims bombed Padali and Kyauktaw, on Akyab Island and Pauktawgyi, a few miles east of the Kaladan River. All our aircraft returned safely.": [794, 1392, 939, 1528]
dunkirk-body: [641, 209, 785, 382]
paragraph: "Whatever the truth," it says, "the indications are that he is no longer directing the operations, which the generals have now taken into their own hands.": [26, 1596, 170, 1657]
paragraph: The Moscow radio signalled the recapture of Rostov with greater emphasis than it has hitherto shown. The German-controlled stations had just been asserting that the Russian pressure on the Rostov area had relaxed, and that a slight Russian break-through at Voroshilovgrad had been sealed off, when Moscow dramatically interrupted its own programme. The announcer said, "Attention for a special last-minute announcement.": [26, 1961, 170, 2121]
paragraph: On the eve of Finland's Presidential election, Russian planes raided Helsinki continuously from late last night until early this morning. Some bombs fell in the suburbs, according to the Berlin radio.: [641, 1349, 786, 1435]
wild-dateline: RUGBY, FEBRUARY 15.: [969, 577, 1071, 588]
column-dunkirk: [636, 38, 789, 2078]
attempt-dateline: MONTREAL, FEBRUARY 14.: [805, 2210, 928, 2221]
cologne-deck3: SPITFIRES IN ACTION OVER FRANCE.: [798, 146, 936, 170]
paragraph: An Associated Press correspondent says about fifty Germans tanks overwhelmed the American artillery positions guarding the west exit of the Faid Pass and then branched out north-westwards and south-westwards. The Americans' anchor positions at Gafsa (about 80 miles west of Gabes) are obviously in danger of being cut off and it is assumed that Gafsa might be evacuated.: [488, 2187, 633, 2335]
dunkirk-dateline: RUGBY, FEBRUARY 15.: [663, 196, 764, 207]
china-headline: AID FOR CHINA: [643, 384, 784, 405]
masthead-title: THE WAIRARAPA TIMES-AGE, TUESDAY, FEBRUARY 16, 1943.: [297, 11, 817, 27]
paragraph: After their capture of Rostov and of Voroshilovgrad, the Soviet columns are now rolling back the Germans from the Donetz Basin on a front of 80 miles. Berlin admits that the entire area between Rostov and Voroshilovgrad has been evacuated by the Germans. A German military commentator states that the new German line is only one-third as long as the former one.: [22, 293, 326, 372]
air-action-headline: AIR ACTION ONLY: [812, 1149, 921, 1191]
paragraph: China will benefit immediately from Far Eastern conferences at which for months past the problem of how best to supply China by air till the Burma Road is reopened have been given continuous study, says the Bombay correspondent of the "Daily Mail." The plans which experts have worked out will operate immediately. Another result of the conferences will be the speeding up of supplies to British and Indian troops fighting the Japanese in the wild Arakan country, where the problems of supply and communication grow more difficult as the monsoon approaches.: [641, 520, 786, 729]
cologne-headline: COLOGNE & MILAN: [810, 40, 923, 81]
major-battle-source: (By Telegraph—Press Association—Copyright) (Received This Day, 11.0 a.m.): [641, 1523, 786, 1544]
paragraph: The Richelieu not only had to dodge the U-boat pack but had to ride out the toughest Atlantic gale some of her crew ever remembered. After refitting these warships will join the Allies' forces.: [947, 313, 1093, 387]
major-battle-deck2: BUT SITUATION NOW UNDER CONTROL.: [660, 1494, 767, 1518]
paragraph: Japan's key South-west Pacific base of Rabaul has been pounded by General MacArthur's bombers in the heaviest raid that has yet been made in this area of the command. Great fires which were visible for more than 100 miles were burning after more than 30 Flying Fortresses and Liberators attacked supply installations and some shipping early yesterday morning.: [335, 178, 480, 314]
air-battles-headline: AIR BATTLES: [347, 1178, 467, 1199]
finland-source: (British Official Wireless.) (Received This Day, 10.55 a.m.): [642, 1178, 785, 1199]
helsinki-deck: MADE BY SOVIET PLANES.: [340, 1729, 474, 1740]
china-body: [641, 520, 785, 1115]
donetz-sub: DONETZ CONFUSION.: [196, 1528, 305, 1540]
safe-deck3: VALUABLE ADDITION TO ALLIED SEA POWER.: [957, 146, 1083, 170]
people-source: (British Official Wireless.): [821, 813, 912, 824]
